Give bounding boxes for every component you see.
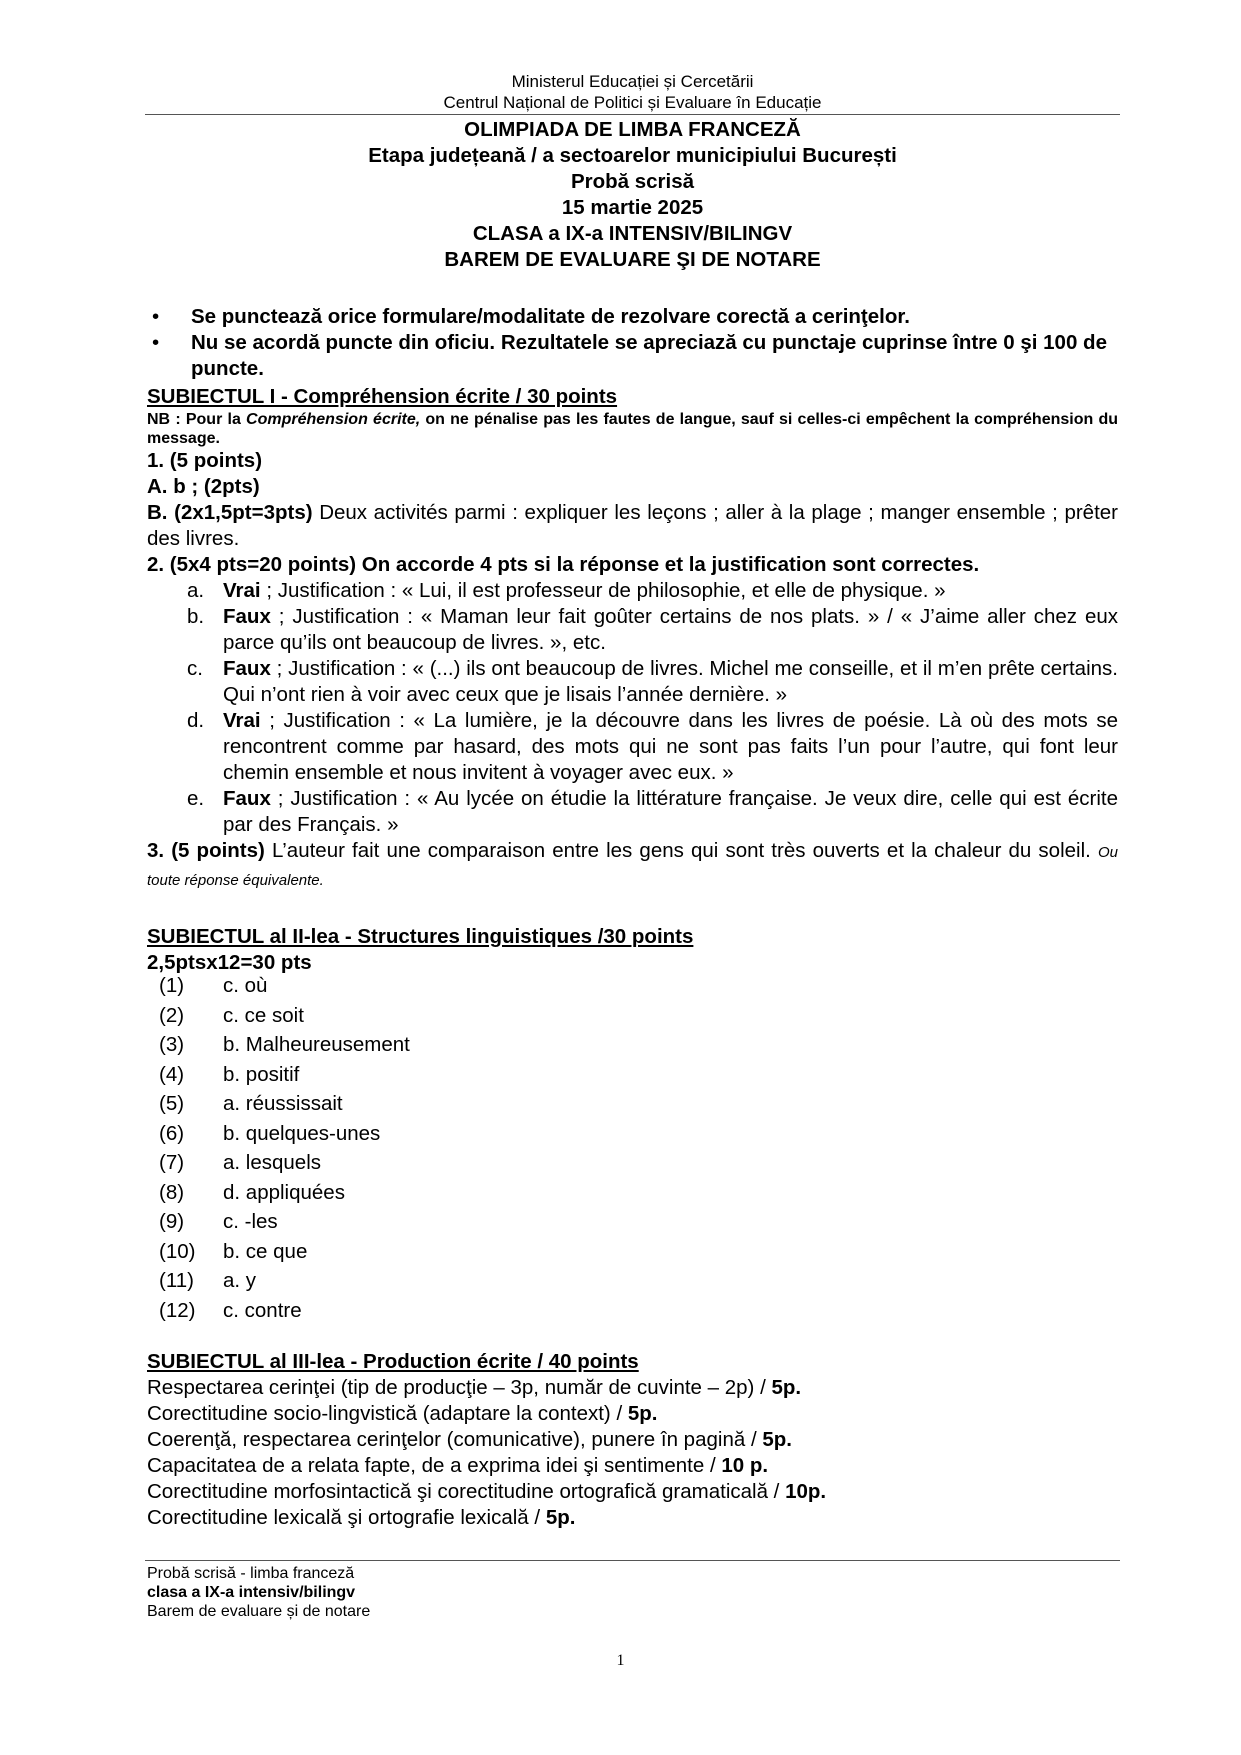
list-item: a. Vrai ; Justification : « Lui, il est professeur de philosophie, et elle de physique. » [187,579,946,602]
title-barem: BAREM DE EVALUARE ŞI DE NOTARE [444,248,821,271]
page-number: 1 [616,1652,625,1669]
list-item: c. Faux ; Justification : « (...) ils ont beaucoup de livres. Michel me conseille, et il m’en prête certains. Qui n’ont rien à voir avec ceux que je lisais l’année dernière. » [187,657,1118,706]
answer-row: (11) a. y [159,1269,257,1292]
answer-row: (2) c. ce soit [159,1003,304,1027]
title-class: CLASA a IX-a INTENSIV/BILINGV [472,222,793,245]
answer-key [147,971,410,1325]
answer-row: (3) b. Malheureusement [159,1033,410,1056]
subject-2-heading: SUBIECTUL al II-lea - Structures linguistiques /30 points [147,925,694,948]
footer-exam: Probă scrisă - limba franceză [147,1565,355,1582]
title-date: 15 martie 2025 [561,196,704,219]
criterion-row: Coerenţă, respectarea cerinţelor (comunicative), punere în pagină / 5p. [147,1428,792,1451]
bullet-icon: • [152,305,160,328]
answer-row: (1) c. où [159,974,268,997]
criterion-row: Corectitudine socio-lingvistică (adaptare la context) / 5p. [147,1402,658,1425]
question-1b: B. (2x1,5pt=3pts) Deux activités parmi : expliquer les leçons ; aller à la plage ; manger ensemble ; prêter des livres. [147,501,1118,550]
criterion-row: Corectitudine lexicală şi ortografie lexicală / 5p. [147,1506,576,1529]
rule-item: • Nu se acordă puncte din oficiu. Rezultatele se apreciază cu punctaje cuprinse între 0 şi 100 de puncte. [152,331,1107,380]
center-header: Centrul Național de Politici și Evaluare în Educație [443,93,822,112]
footer [147,1564,370,1621]
subject-1-heading: SUBIECTUL I - Compréhension écrite / 30 points [147,385,618,408]
answer-row: (7) a. lesquels [159,1151,322,1174]
list-item: b. Faux ; Justification : « Maman leur fait goûter certains de nos plats. » / « J’aime aller chez eux parce qu’ils ont beaucoup de livres. », etc. [187,605,1118,654]
list-item: d. Vrai ; Justification : « La lumière, je la découvre dans les livres de poésie. Là où des mots se rencontrent comme par hasard, des mots qui ne sont pas faits l’un pour l’autre, qui font leur chemin ensemble et nous invitent à voyager avec eux. » [187,709,1118,784]
answer-row: (5) a. réussissait [159,1092,343,1115]
question-1a: A. b ; (2pts) [147,475,260,498]
criterion-row: Capacitatea de a relata fapte, de a exprima idei şi sentimente / 10 p. [147,1454,769,1477]
nb-note: NB : Pour la Compréhension écrite, on ne pénalise pas les fautes de langue, sauf si celles-ci empêchent la compréhension du message. [147,411,1119,447]
footer-class: clasa a IX-a intensiv/bilingv [147,1584,356,1601]
header-divider [145,114,1120,115]
title-stage: Etapa județeană / a sectoarelor municipiului București [368,144,897,167]
general-rules [145,304,1120,382]
footer-barem: Barem de evaluare și de notare [147,1603,371,1620]
rule-item: • Se punctează orice formulare/modalitate de rezolvare corectă a cerinţelor. [152,305,910,328]
ministry-header: Ministerul Educației și Cercetării [511,72,754,91]
answer-row: (12) c. contre [159,1298,302,1322]
document-title [145,117,1120,273]
criterion-row: Respectarea cerinţei (tip de producţie – 3p, număr de cuvinte – 2p) / 5p. [147,1376,802,1399]
subject-1 [147,384,1118,894]
answer-row: (10) b. ce que [159,1239,308,1263]
question-3: 3. (5 points) L’auteur fait une comparaison entre les gens qui sont très ouverts et la chaleur du soleil. Ou toute réponse équivalente. [147,839,1118,889]
answer-row: (4) b. positif [159,1062,300,1086]
subject-2 [147,924,1118,976]
footer-divider [145,1560,1120,1561]
subject-3-heading: SUBIECTUL al III-lea - Production écrite / 40 points [147,1350,639,1373]
list-item: e. Faux ; Justification : « Au lycée on étudie la littérature française. Je veux dire, celle qui est écrite par des Français. » [187,787,1118,836]
answer-row: (8) d. appliquées [159,1180,345,1204]
title-exam-type: Probă scrisă [570,170,695,193]
bullet-icon: • [152,331,160,354]
criterion-row: Corectitudine morfosintactică şi corectitudine ortografică gramaticală / 10p. [147,1480,827,1503]
answer-row: (6) b. quelques-unes [159,1121,381,1145]
question-1: 1. (5 points) [147,449,263,472]
subject-3 [147,1349,1118,1531]
answer-row: (9) c. -les [159,1210,278,1233]
question-2: 2. (5x4 pts=20 points) On accorde 4 pts si la réponse et la justification sont correctes. [147,553,980,576]
subject-2-scoring: 2,5ptsx12=30 pts [147,951,312,974]
title-olympiad: OLIMPIADA DE LIMBA FRANCEZĂ [464,118,801,141]
